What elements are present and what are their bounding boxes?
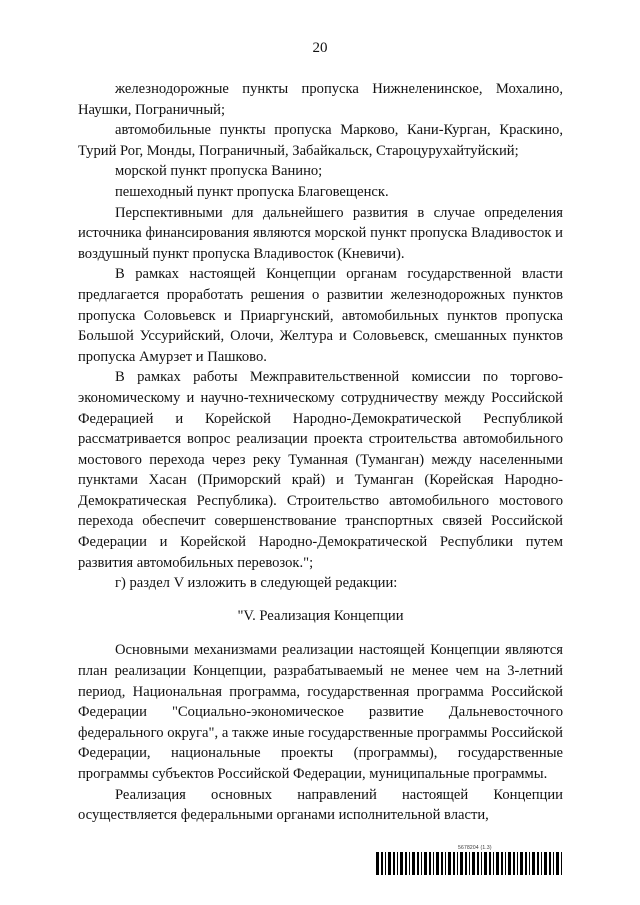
paragraph: железнодорожные пункты пропуска Нижнеленинское, Мохалино, Наушки, Пограничный;	[78, 81, 563, 118]
paragraph: Основными механизмами реализации настоящей Концепции являются план реализации Концепции, разрабатываемый не менее чем на 3-летний период, Национальная программа, государственная программа Российской Федерации "Социально-экономическое развитие Дальневосточного федерального округа", а также иные государственные программы Российской Федерации, национальные проекты (программы), государственные программы субъектов Российской Федерации, муниципальные программы.	[78, 642, 563, 782]
paragraph: Перспективными для дальнейшего развития в случае определения источника финансирования являются морской пункт пропуска Владивосток и воздушный пункт пропуска Владивосток (Кневичи).	[78, 204, 563, 262]
paragraph: морской пункт пропуска Ванино;	[115, 163, 323, 180]
page-number: 20	[312, 40, 328, 56]
paragraph: В рамках настоящей Концепции органам государственной власти предлагается проработать решения о развитии железнодорожных пунктов пропуска Соловьевск и Приаргунский, автомобильных пунктов пропуска Большой Уссурийский, Олочи, Желтура и Соловьевск, смешанных пунктов пропуска Амурзет и Пашково.	[78, 266, 563, 365]
paragraph: В рамках работы Межправительственной комиссии по торгово-экономическому и научно-техническому сотрудничеству между Российской Федерацией и Корейской Народно-Демократической Республикой рассматривается вопрос реализации проекта строительства автомобильного мостового перехода через реку Туманная (Туманган) между населенными пунктами Хасан (Приморский край) и Туманган (Корейская Народно-Демократическая Республика). Строительство автомобильного мостового перехода обеспечит совершенствование транспортных связей Российской Федерации и Корейской Народно-Демократической Республики путем развития автомобильных перевозок.";	[78, 369, 563, 571]
paragraph: г) раздел V изложить в следующей редакции:	[115, 575, 398, 592]
document-code: 5678204 (1.3)	[458, 845, 492, 851]
paragraph: автомобильные пункты пропуска Марково, Кани-Курган, Краскино, Турий Рог, Монды, Пограничный, Забайкальск, Староцурухайтуйский;	[78, 122, 563, 159]
paragraph: пешеходный пункт пропуска Благовещенск.	[115, 183, 389, 200]
paragraph: Реализация основных направлений настоящей Концепции осуществляется федеральными органами исполнительной власти,	[78, 786, 563, 824]
document-body	[78, 79, 563, 826]
barcode	[376, 852, 562, 875]
section-heading: "V. Реализация Концепции	[237, 607, 404, 624]
